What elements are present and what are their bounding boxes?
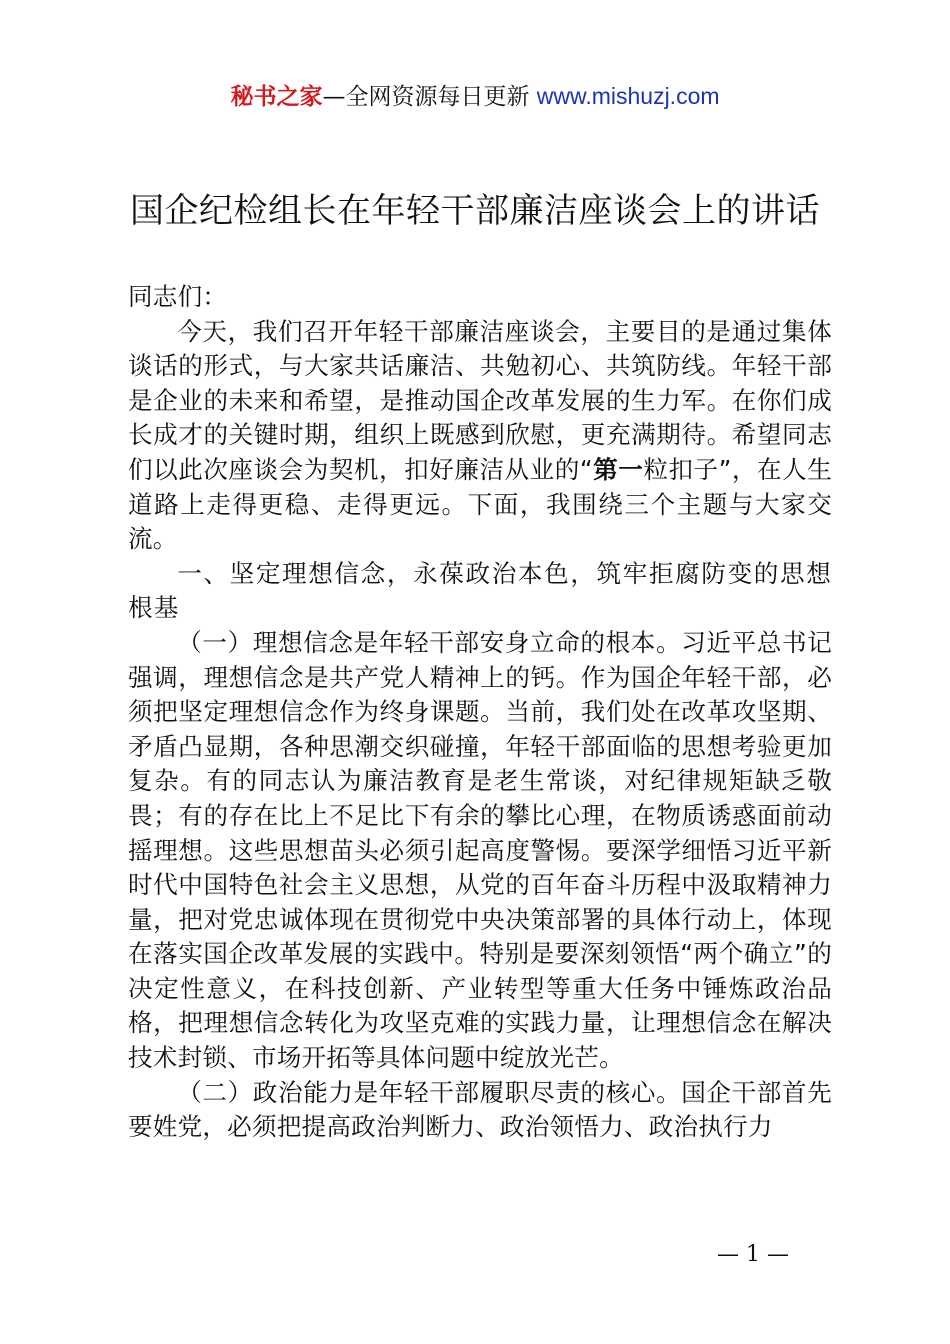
paragraph-1: （一）理想信念是年轻干部安身立命的根本。习近平总书记强调，理想信念是共产党人精神上的钙。作为国企年轻干部，必须把坚定理想信念作为终身课题。当前，我们处在改革攻坚期、矛盾凸显期，各种思潮交织碰撞，年轻干部面临的思想考验更加复杂。有的同志认为廉洁教育是老生常谈，对纪律规矩缺乏敬畏；有的存在比上不足比下有余的攀比心理，在物质诱惑面前动摇理想。这些思想苗头必须引起高度警惕。要深学细悟习近平新时代中国特色社会主义思想，从党的百年奋斗历程中汲取精神力量，把对党忠诚体现在贯彻党中央决策部署的具体行动上，体现在落实国企改革发展的实践中。特别是要深刻领悟“两个确立”的决定性意义，在科技创新、产业转型等重大任务中锤炼政治品格，把理想信念转化为攻坚克难的实践力量，让理想信念在解决技术封锁、市场开拓等具体问题中绽放光芒。 (128, 627, 832, 1073)
site-tagline: —全网资源每日更新 (322, 84, 537, 110)
intro-text-end: 粒扣子”，在人生道路上走得更稳、走得更远。下面，我围绕三个主题与大家交流。 (128, 454, 833, 554)
document-body (128, 280, 832, 1145)
section-heading-1: 一、坚定理想信念，永葆政治本色，筑牢拒腐防变的思想根基 (128, 558, 832, 623)
site-header (0, 80, 950, 113)
site-url-link[interactable]: www.mishuzj.com (536, 83, 720, 109)
intro-bold-text: 第一 (592, 454, 644, 484)
salutation: 同志们： (128, 282, 228, 311)
page-number: — 1 — (717, 1242, 789, 1267)
document-title: 国企纪检组长在年轻干部廉洁座谈会上的讲话 (130, 191, 820, 231)
site-brand: 秘书之家 (230, 84, 323, 110)
paragraph-2: （二）政治能力是年轻干部履职尽责的核心。国企干部首先要姓党，必须把提高政治判断力、政治领悟力、政治执行力 (128, 1077, 832, 1142)
intro-paragraph (128, 315, 832, 557)
intro-text-start: 今天，我们召开年轻干部廉洁座谈会，主要目的是通过集体谈话的形式，与大家共话廉洁、共勉初心、共筑防线。年轻干部是企业的未来和希望，是推动国企改革发展的生力军。在你们成长成才的关键时期，组织上既感到欣慰，更充满期待。希望同志们以此次座谈会为契机，扣好廉洁从业的“ (128, 316, 832, 484)
